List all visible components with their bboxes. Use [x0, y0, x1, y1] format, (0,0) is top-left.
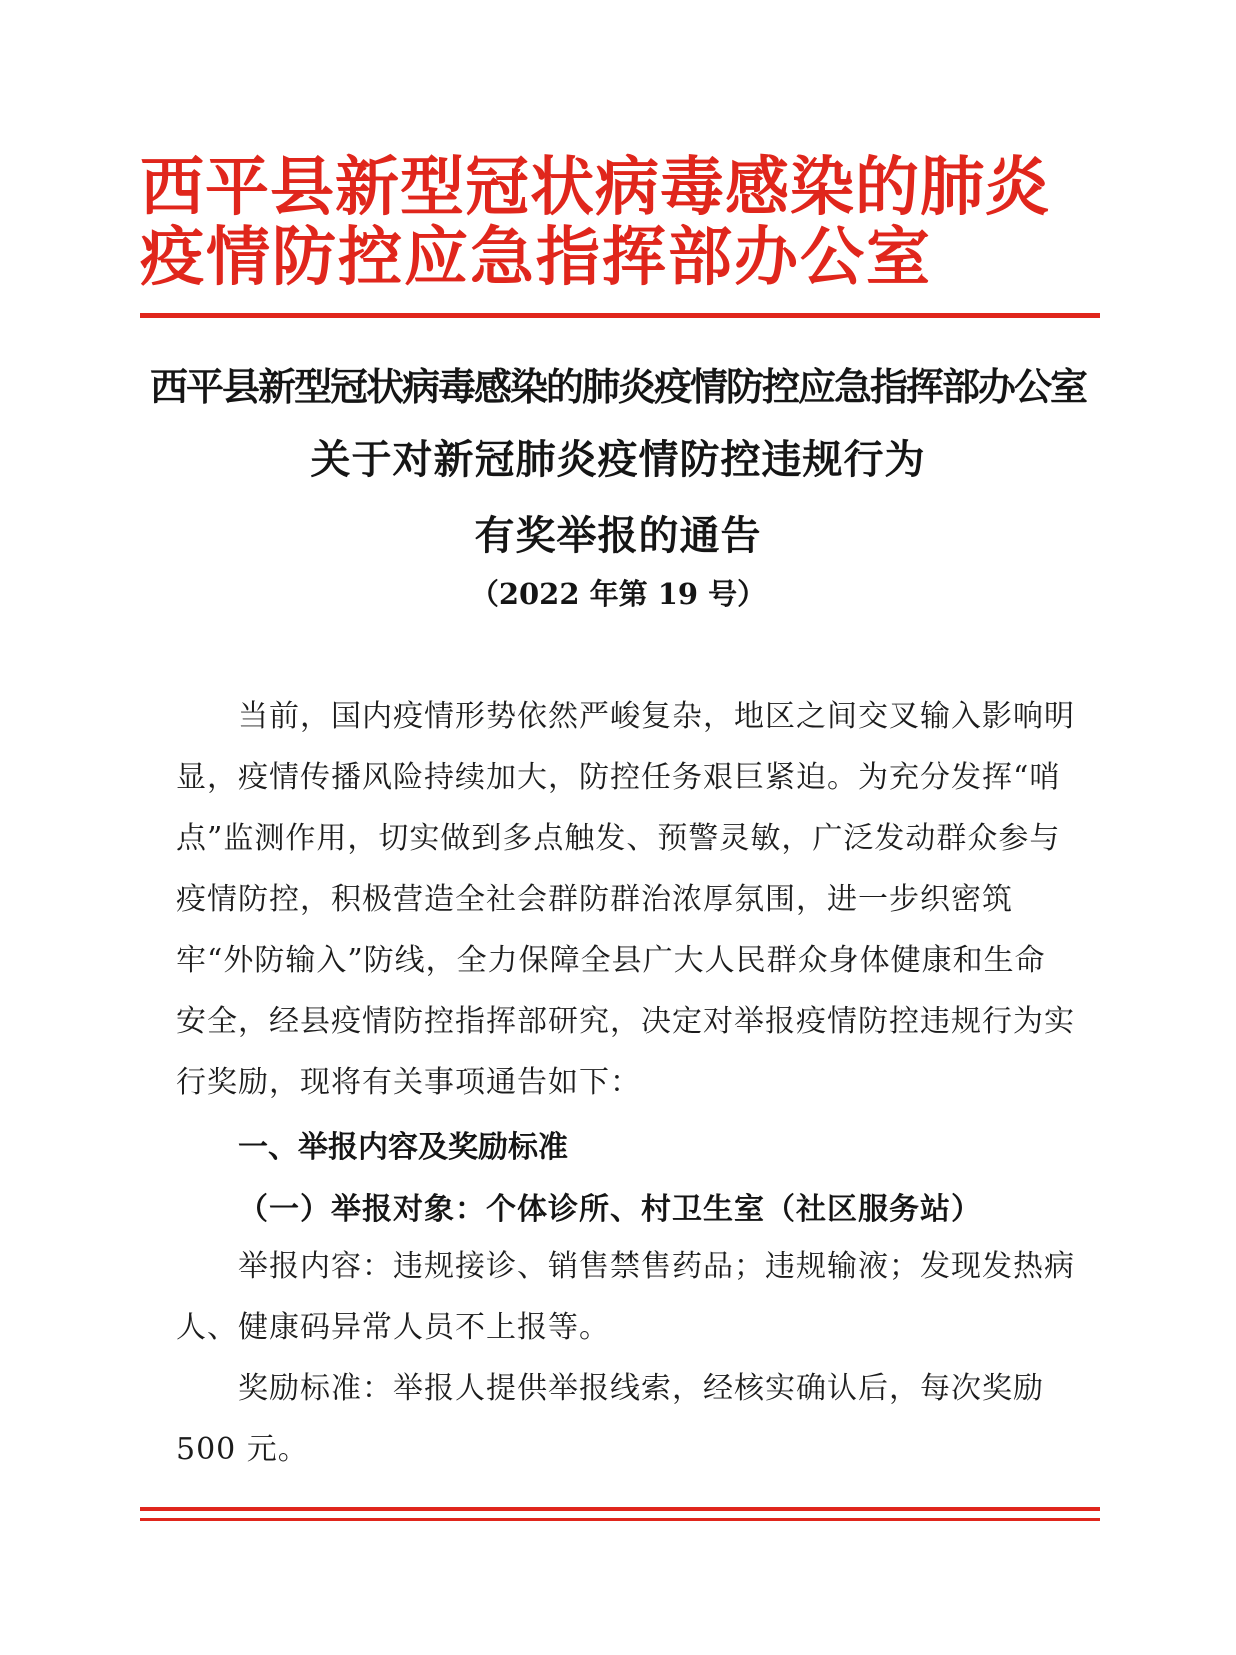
- document-number: （2022 年第 19 号）: [469, 577, 767, 611]
- footer-red-divider-upper: [140, 1507, 1100, 1511]
- document-title-line-1: 西平县新型冠状病毒感染的肺炎疫情防控应急指挥部办公室: [149, 364, 1086, 409]
- document-title-line-2: 关于对新冠肺炎疫情防控违规行为: [310, 436, 926, 483]
- report-content-paragraph: 举报内容：违规接诊、销售禁售药品；违规输液；发现发热病人、健康码异常人员不上报等。: [176, 1249, 1075, 1345]
- reward-standard-paragraph: 奖励标准：举报人提供举报线索，经核实确认后，每次奖励 500 元。: [176, 1371, 1044, 1467]
- intro-paragraph: 当前，国内疫情形势依然严峻复杂，地区之间交叉输入影响明显，疫情传播风险持续加大，防控任务艰巨紧迫。为充分发挥“哨点”监测作用，切实做到多点触发、预警灵敏，广泛发动群众参与疫情防控，积极营造全社会群防群治浓厚氛围，进一步织密筑牢“外防输入”防线，全力保障全县广大人民群众身体健康和生命安全，经县疫情防控指挥部研究，决定对举报疫情防控违规行为实行奖励，现将有关事项通告如下：: [176, 699, 1075, 1100]
- footer-red-divider-lower: [140, 1518, 1100, 1521]
- header-red-divider: [140, 313, 1100, 318]
- issuing-office-header-line-1: 西平县新型冠状病毒感染的肺炎: [140, 151, 1050, 225]
- section-heading: 一、举报内容及奖励标准: [238, 1130, 568, 1165]
- issuing-office-header-line-2: 疫情防控应急指挥部办公室: [140, 221, 932, 295]
- subsection-heading: （一）举报对象：个体诊所、村卫生室（社区服务站）: [238, 1192, 982, 1227]
- document-title-line-3: 有奖举报的通告: [474, 512, 762, 559]
